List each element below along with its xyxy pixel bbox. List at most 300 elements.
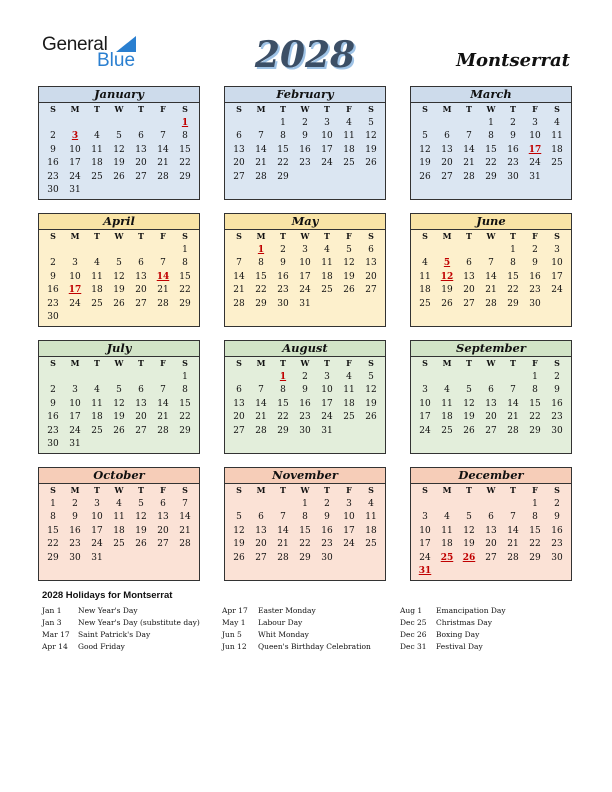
- day-cell: 27: [255, 552, 267, 563]
- day-cell: 22: [277, 412, 289, 422]
- weekday-label: S: [50, 104, 56, 114]
- day-cell: 24: [419, 552, 431, 563]
- day-cell: 15: [179, 271, 191, 282]
- day-cell: 5: [368, 371, 374, 382]
- weekday-label: S: [554, 104, 560, 114]
- holiday-row: [42, 641, 200, 653]
- month-august: [224, 340, 386, 454]
- day-cell: 25: [321, 285, 333, 295]
- weekday-label: W: [486, 358, 496, 368]
- day-cell: 26: [113, 425, 125, 436]
- week-row: [39, 371, 199, 385]
- day-cell: 9: [50, 271, 56, 282]
- day-cell: 8: [50, 512, 56, 522]
- day-cell: [174, 311, 196, 325]
- week-row: [411, 157, 571, 171]
- day-cell: 31: [299, 298, 311, 309]
- day-cell: 17: [321, 398, 333, 409]
- day-cell: 11: [551, 131, 563, 141]
- day-cell: [360, 552, 382, 566]
- day-cell: 9: [554, 512, 560, 522]
- weekday-label: S: [554, 231, 560, 241]
- day-cell: 7: [160, 258, 166, 268]
- day-cell: 26: [233, 552, 245, 563]
- weekday-label: S: [182, 231, 188, 241]
- week-row: [411, 565, 571, 579]
- day-cell: 2: [510, 117, 516, 128]
- week-row: [225, 384, 385, 398]
- day-cell: 6: [138, 385, 144, 395]
- week-row: [39, 511, 199, 525]
- day-cell: 13: [441, 144, 453, 155]
- holiday-row: [400, 617, 506, 629]
- day-cell: 14: [485, 271, 497, 282]
- holiday-name: Boxing Day: [436, 630, 480, 639]
- day-cell: 12: [463, 525, 475, 536]
- holidays-column: [42, 605, 200, 653]
- weekday-label: M: [256, 231, 266, 241]
- day-cell: 9: [302, 131, 308, 141]
- day-cell: 13: [157, 512, 169, 522]
- month-name: July: [39, 341, 199, 357]
- day-cell: 8: [182, 131, 188, 141]
- day-cell: [130, 244, 152, 258]
- holiday-name: Christmas Day: [436, 618, 492, 627]
- day-cell: 17: [68, 285, 82, 295]
- day-cell: 30: [529, 298, 541, 309]
- week-row: [225, 298, 385, 312]
- week-row: [39, 438, 199, 452]
- day-cell: [64, 244, 86, 258]
- weekday-label: F: [160, 358, 166, 368]
- day-cell: 19: [441, 285, 453, 295]
- weekday-label: T: [280, 104, 286, 114]
- day-cell: 22: [299, 539, 311, 549]
- weekday-label: F: [160, 231, 166, 241]
- day-cell: 1: [510, 244, 516, 255]
- week-row: [411, 171, 571, 185]
- day-cell: [546, 298, 568, 312]
- week-row: [39, 398, 199, 412]
- weekday-label: T: [466, 485, 472, 495]
- day-cell: 25: [91, 298, 103, 309]
- day-cell: 20: [233, 412, 245, 422]
- day-cell: 24: [69, 298, 81, 309]
- month-january: [38, 86, 200, 200]
- weekday-label: S: [554, 358, 560, 368]
- day-cell: 20: [255, 539, 267, 549]
- day-cell: 16: [299, 144, 311, 155]
- holiday-name: Festival Day: [436, 642, 483, 651]
- weekday-label: M: [70, 231, 80, 241]
- day-cell: 6: [160, 498, 166, 509]
- day-cell: 16: [551, 398, 563, 409]
- day-cell: 30: [47, 185, 59, 195]
- holiday-date: Jan 1: [42, 606, 62, 615]
- day-cell: 22: [255, 285, 267, 295]
- weekday-label: S: [422, 104, 428, 114]
- day-cell: 5: [346, 244, 352, 255]
- day-cell: [228, 244, 250, 258]
- holiday-row: [42, 605, 200, 617]
- weekday-label: F: [532, 104, 538, 114]
- weekday-label: S: [236, 104, 242, 114]
- day-cell: 26: [463, 425, 475, 436]
- day-cell: 12: [113, 144, 125, 155]
- day-cell: [64, 371, 86, 385]
- day-cell: 4: [422, 258, 428, 268]
- day-cell: 2: [50, 258, 56, 268]
- weekday-label: S: [50, 358, 56, 368]
- day-cell: 19: [463, 412, 475, 422]
- day-cell: 8: [258, 258, 264, 268]
- weekday-label: T: [510, 231, 516, 241]
- day-cell: 4: [324, 244, 330, 255]
- day-cell: 14: [463, 144, 475, 155]
- day-cell: 2: [554, 498, 560, 509]
- holiday-date: Apr 14: [42, 642, 68, 651]
- week-row: [225, 144, 385, 158]
- day-cell: 23: [47, 425, 59, 436]
- day-cell: 1: [302, 498, 308, 509]
- holiday-name: Easter Monday: [258, 606, 316, 615]
- day-cell: 7: [258, 385, 264, 395]
- week-row: [39, 298, 199, 312]
- week-row: [39, 244, 199, 258]
- day-cell: [130, 117, 152, 131]
- day-cell: 14: [233, 271, 245, 282]
- weekday-label: T: [466, 231, 472, 241]
- day-cell: 19: [113, 412, 125, 422]
- holiday-date: Mar 17: [42, 630, 70, 639]
- day-cell: 21: [463, 158, 475, 168]
- day-cell: 6: [488, 385, 494, 395]
- day-cell: 14: [179, 512, 191, 522]
- weekday-label: F: [532, 358, 538, 368]
- day-cell: 1: [532, 498, 538, 509]
- weekday-header-row: [225, 484, 385, 498]
- day-cell: 27: [135, 425, 147, 436]
- day-cell: [414, 244, 436, 258]
- day-cell: [338, 552, 360, 566]
- weekday-label: W: [300, 358, 310, 368]
- day-cell: 15: [485, 144, 497, 155]
- day-cell: 11: [343, 131, 355, 141]
- month-name: September: [411, 341, 571, 357]
- weekday-label: T: [466, 358, 472, 368]
- day-cell: [360, 171, 382, 185]
- day-cell: 3: [532, 117, 538, 128]
- day-cell: [130, 438, 152, 452]
- day-cell: [174, 552, 196, 566]
- day-cell: 12: [343, 258, 355, 268]
- day-cell: 12: [419, 144, 431, 155]
- day-cell: 28: [157, 171, 169, 182]
- day-cell: [338, 298, 360, 312]
- weekday-label: T: [324, 358, 330, 368]
- day-cell: [108, 117, 130, 131]
- day-cell: 4: [368, 498, 374, 509]
- day-cell: 20: [441, 158, 453, 168]
- day-cell: 14: [157, 398, 169, 409]
- weekday-label: T: [138, 485, 144, 495]
- day-cell: 14: [507, 525, 519, 536]
- brand-name-line2: Blue: [97, 50, 136, 71]
- holidays-title: 2028 Holidays for Montserrat: [42, 590, 173, 601]
- day-cell: 2: [532, 244, 538, 255]
- month-name: April: [39, 214, 199, 230]
- day-cell: 13: [255, 525, 267, 536]
- day-cell: 7: [182, 498, 188, 509]
- week-row: [39, 171, 199, 185]
- day-cell: 22: [179, 412, 191, 422]
- day-cell: [152, 438, 174, 452]
- day-cell: 21: [255, 158, 267, 168]
- day-cell: 16: [507, 144, 519, 155]
- holiday-row: [42, 629, 200, 641]
- weekday-label: F: [346, 358, 352, 368]
- week-row: [225, 411, 385, 425]
- day-cell: 7: [510, 512, 516, 522]
- day-cell: [130, 311, 152, 325]
- day-cell: 31: [529, 171, 541, 182]
- day-cell: [360, 298, 382, 312]
- day-cell: 8: [280, 385, 286, 395]
- day-cell: 13: [463, 271, 475, 282]
- month-december: [410, 467, 572, 581]
- weekday-label: W: [114, 104, 124, 114]
- day-cell: 31: [91, 552, 103, 563]
- day-cell: 3: [422, 512, 428, 522]
- day-cell: 26: [343, 285, 355, 295]
- day-cell: 3: [72, 258, 78, 268]
- week-row: [39, 384, 199, 398]
- day-cell: [502, 498, 524, 512]
- weekday-label: W: [486, 104, 496, 114]
- day-cell: [436, 565, 458, 579]
- day-cell: [546, 565, 568, 579]
- day-cell: 18: [91, 412, 103, 422]
- day-cell: 5: [422, 131, 428, 141]
- weekday-label: T: [510, 104, 516, 114]
- day-cell: [152, 244, 174, 258]
- day-cell: 24: [91, 539, 103, 549]
- weekday-label: S: [236, 231, 242, 241]
- day-cell: 8: [182, 258, 188, 268]
- month-june: [410, 213, 572, 327]
- day-cell: 26: [113, 171, 125, 182]
- weekday-label: F: [346, 104, 352, 114]
- week-row: [411, 511, 571, 525]
- day-cell: 9: [280, 258, 286, 268]
- day-cell: 18: [365, 525, 377, 536]
- week-row: [225, 538, 385, 552]
- day-cell: 17: [91, 525, 103, 536]
- week-row: [39, 538, 199, 552]
- day-cell: 2: [280, 244, 286, 255]
- day-cell: 1: [488, 117, 494, 128]
- week-row: [411, 398, 571, 412]
- day-cell: 20: [485, 539, 497, 549]
- holiday-name: Queen's Birthday Celebration: [258, 642, 371, 651]
- weekday-label: F: [346, 485, 352, 495]
- holiday-date: Apr 17: [222, 606, 248, 615]
- day-cell: 28: [277, 552, 289, 563]
- day-cell: 21: [277, 539, 289, 549]
- day-cell: [360, 425, 382, 439]
- day-cell: 5: [138, 498, 144, 509]
- day-cell: 16: [551, 525, 563, 536]
- day-cell: [436, 244, 458, 258]
- weekday-label: T: [94, 104, 100, 114]
- week-row: [411, 425, 571, 439]
- day-cell: 29: [485, 171, 497, 182]
- holiday-row: [400, 605, 506, 617]
- day-cell: 5: [466, 512, 472, 522]
- weekday-label: T: [324, 485, 330, 495]
- day-cell: 14: [507, 398, 519, 409]
- day-cell: [458, 498, 480, 512]
- holiday-row: [222, 641, 371, 653]
- day-cell: 16: [47, 158, 59, 168]
- day-cell: 3: [302, 244, 308, 255]
- day-cell: 16: [47, 285, 59, 295]
- day-cell: 29: [179, 425, 191, 436]
- day-cell: 16: [47, 412, 59, 422]
- day-cell: 23: [277, 285, 289, 295]
- day-cell: 19: [463, 539, 475, 549]
- weekday-label: S: [368, 231, 374, 241]
- weekday-label: T: [510, 358, 516, 368]
- day-cell: 16: [529, 271, 541, 282]
- weekday-label: S: [554, 485, 560, 495]
- day-cell: 22: [529, 412, 541, 422]
- day-cell: [294, 171, 316, 185]
- day-cell: 22: [507, 285, 519, 295]
- day-cell: 1: [280, 117, 286, 128]
- holidays-column: [222, 605, 371, 653]
- weekday-header-row: [39, 103, 199, 117]
- day-cell: [338, 171, 360, 185]
- day-cell: [108, 184, 130, 198]
- month-february: [224, 86, 386, 200]
- day-cell: 6: [138, 131, 144, 141]
- day-cell: [64, 311, 86, 325]
- day-cell: [502, 565, 524, 579]
- day-cell: [108, 438, 130, 452]
- day-cell: 17: [69, 158, 81, 168]
- day-cell: 12: [135, 512, 147, 522]
- day-cell: 28: [157, 425, 169, 436]
- day-cell: 29: [277, 171, 289, 182]
- week-row: [39, 130, 199, 144]
- day-cell: 25: [441, 425, 453, 436]
- weekday-header-row: [39, 230, 199, 244]
- weekday-label: S: [236, 358, 242, 368]
- day-cell: [458, 117, 480, 131]
- day-cell: 13: [485, 525, 497, 536]
- day-cell: 30: [551, 425, 563, 436]
- weekday-label: F: [160, 485, 166, 495]
- day-cell: 21: [255, 412, 267, 422]
- day-cell: [316, 171, 338, 185]
- day-cell: 18: [91, 285, 103, 295]
- day-cell: 1: [182, 244, 188, 255]
- day-cell: 25: [91, 171, 103, 182]
- day-cell: 23: [69, 539, 81, 549]
- weekday-label: S: [236, 485, 242, 495]
- day-cell: 19: [365, 144, 377, 155]
- day-cell: 7: [236, 258, 242, 268]
- day-cell: 26: [135, 539, 147, 549]
- day-cell: [502, 371, 524, 385]
- day-cell: 24: [321, 158, 333, 168]
- day-cell: 9: [532, 258, 538, 268]
- month-name: June: [411, 214, 571, 230]
- day-cell: 4: [94, 385, 100, 395]
- day-cell: 2: [50, 131, 56, 141]
- weekday-header-row: [411, 230, 571, 244]
- day-cell: [524, 565, 546, 579]
- day-cell: 11: [343, 385, 355, 395]
- day-cell: 27: [441, 171, 453, 182]
- day-cell: 6: [236, 385, 242, 395]
- month-september: [410, 340, 572, 454]
- day-cell: [42, 117, 64, 131]
- day-cell: 17: [528, 144, 542, 155]
- day-cell: 19: [113, 285, 125, 295]
- day-cell: 4: [554, 117, 560, 128]
- week-row: [225, 117, 385, 131]
- day-cell: 2: [302, 371, 308, 382]
- day-cell: 22: [277, 158, 289, 168]
- weekday-label: T: [280, 358, 286, 368]
- week-row: [411, 284, 571, 298]
- day-cell: 27: [233, 425, 245, 436]
- day-cell: 12: [365, 385, 377, 395]
- day-cell: 28: [485, 298, 497, 309]
- day-cell: 26: [365, 158, 377, 168]
- holiday-row: [42, 617, 200, 629]
- weekday-label: W: [486, 485, 496, 495]
- month-october: [38, 467, 200, 581]
- day-cell: 10: [529, 131, 541, 141]
- weekday-label: T: [510, 485, 516, 495]
- day-cell: 20: [233, 158, 245, 168]
- week-row: [225, 425, 385, 439]
- day-cell: 18: [551, 144, 563, 155]
- day-cell: 2: [554, 371, 560, 382]
- day-cell: 5: [116, 258, 122, 268]
- day-cell: 28: [157, 298, 169, 309]
- day-cell: 18: [321, 271, 333, 282]
- weekday-label: F: [160, 104, 166, 114]
- weekday-header-row: [225, 103, 385, 117]
- weekday-header-row: [225, 357, 385, 371]
- day-cell: 29: [529, 552, 541, 563]
- day-cell: 18: [113, 525, 125, 536]
- day-cell: 6: [138, 258, 144, 268]
- day-cell: 30: [47, 312, 59, 322]
- day-cell: 7: [488, 258, 494, 268]
- day-cell: 27: [233, 171, 245, 182]
- day-cell: [480, 498, 502, 512]
- day-cell: 5: [116, 131, 122, 141]
- week-row: [225, 157, 385, 171]
- day-cell: 13: [135, 144, 147, 155]
- day-cell: 21: [157, 158, 169, 168]
- day-cell: 28: [255, 171, 267, 182]
